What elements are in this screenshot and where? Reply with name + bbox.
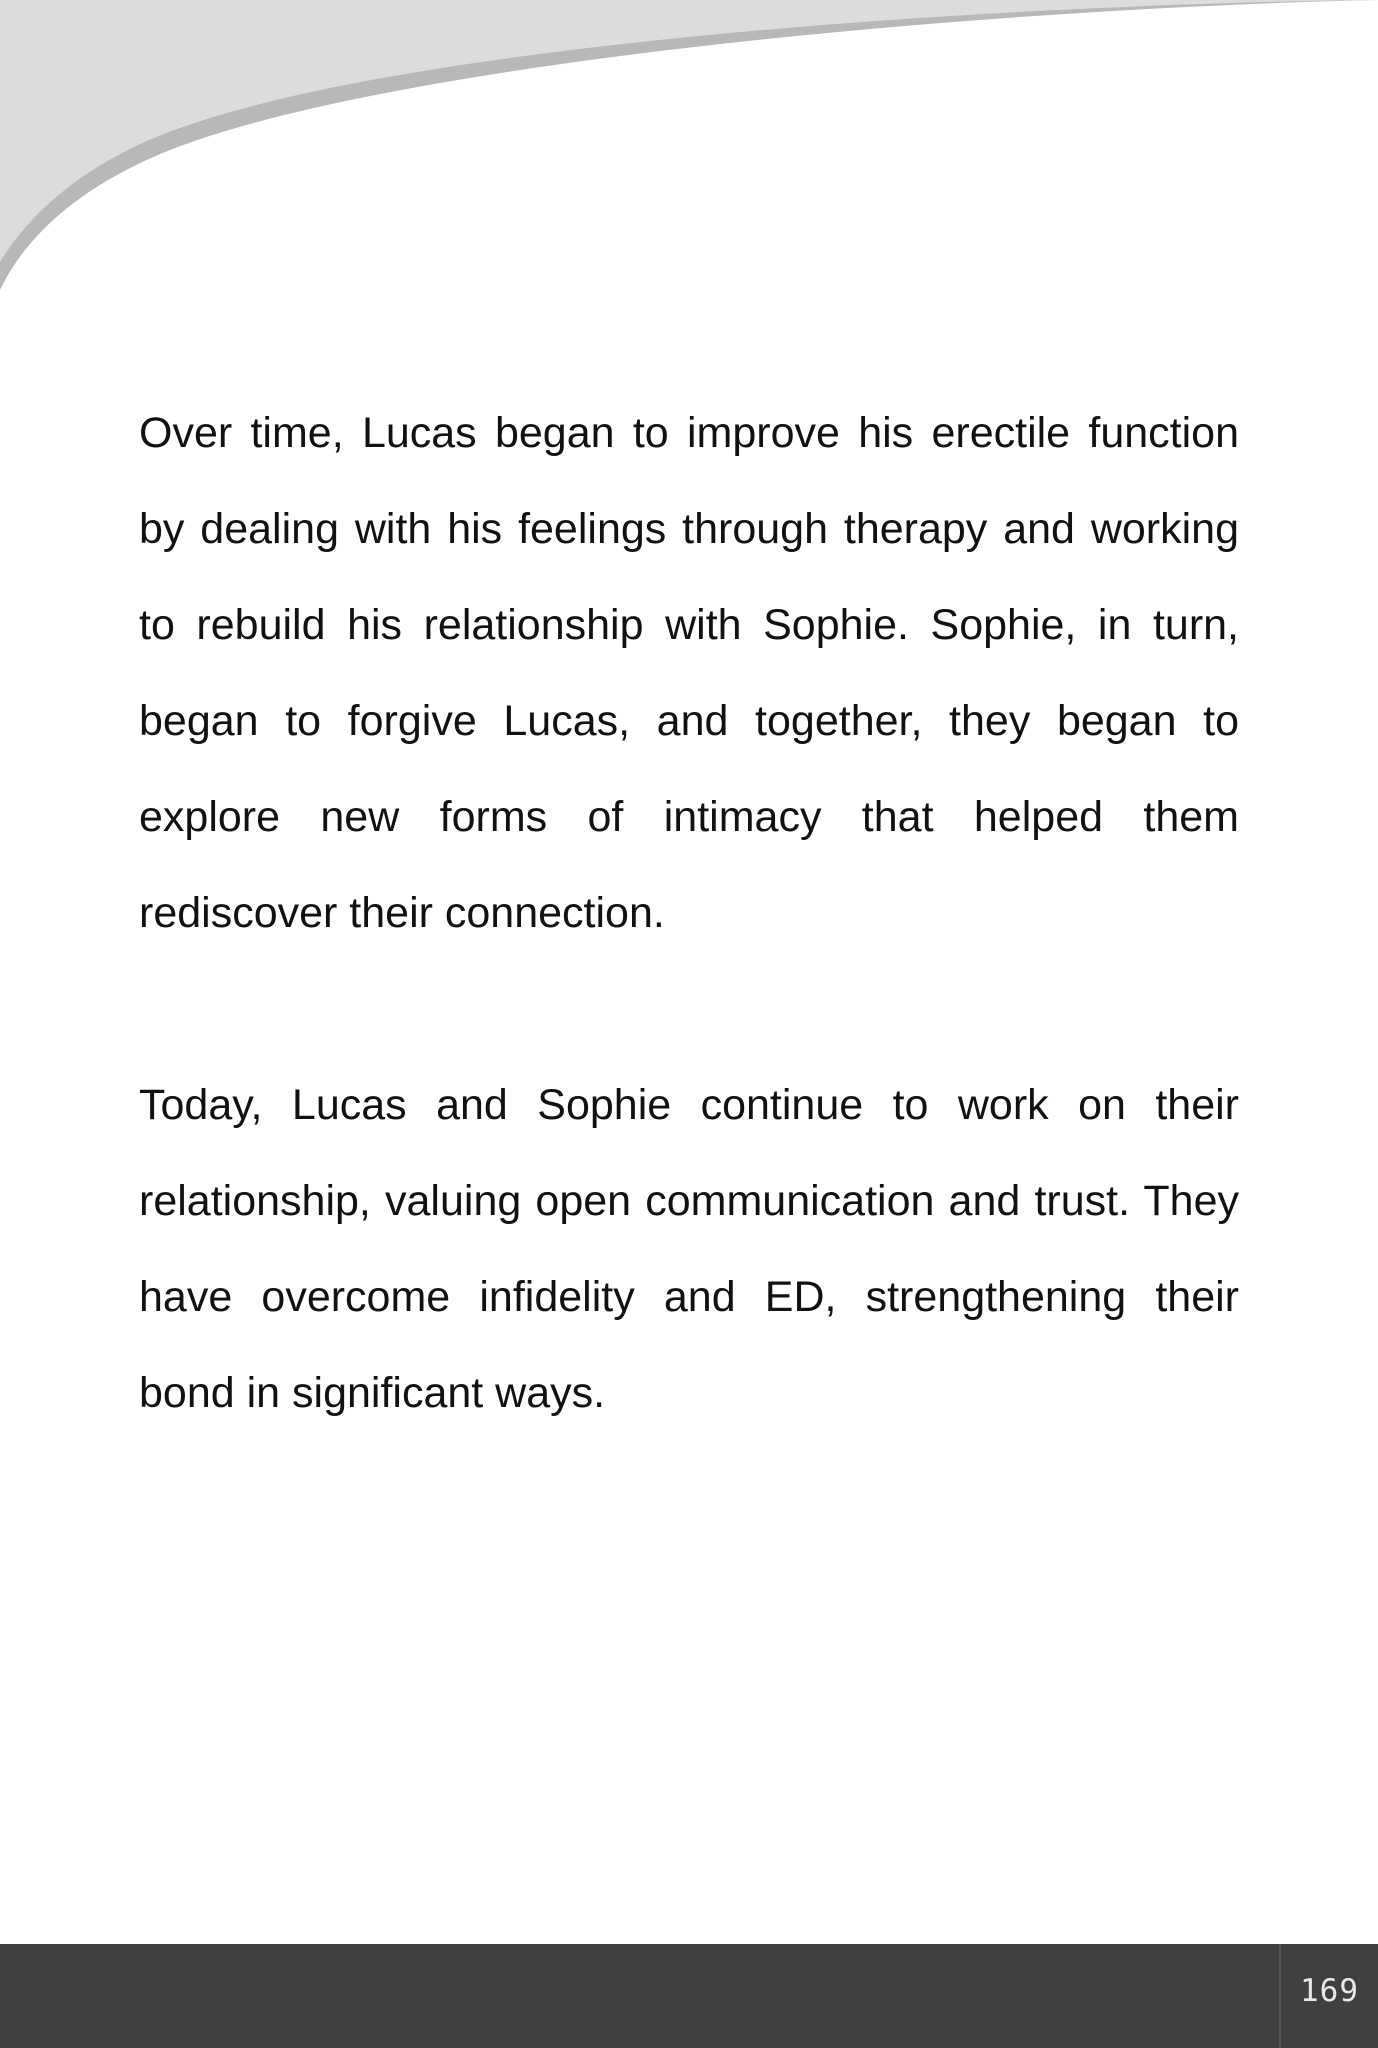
page-number-box xyxy=(1279,1944,1378,2048)
body-paragraph: Over time, Lucas began to improve his erectile function by dealing with his feelings through therapy and working to rebuild his relationship with Sophie. Sophie, in turn, began to forgive Lucas, and together, they began to explore new forms of intimacy that helped them rediscover their connection. xyxy=(139,409,1239,937)
header-swoosh-decoration xyxy=(0,0,1378,300)
body-paragraph: Today, Lucas and Sophie continue to work on their relationship, valuing open communication and trust. They have overcome infidelity and ED, strengthening their bond in significant ways. xyxy=(139,1081,1239,1417)
footer-bar xyxy=(0,1944,1378,2048)
page-content xyxy=(139,385,1239,1441)
page-number: 169 xyxy=(1300,1973,1359,2009)
